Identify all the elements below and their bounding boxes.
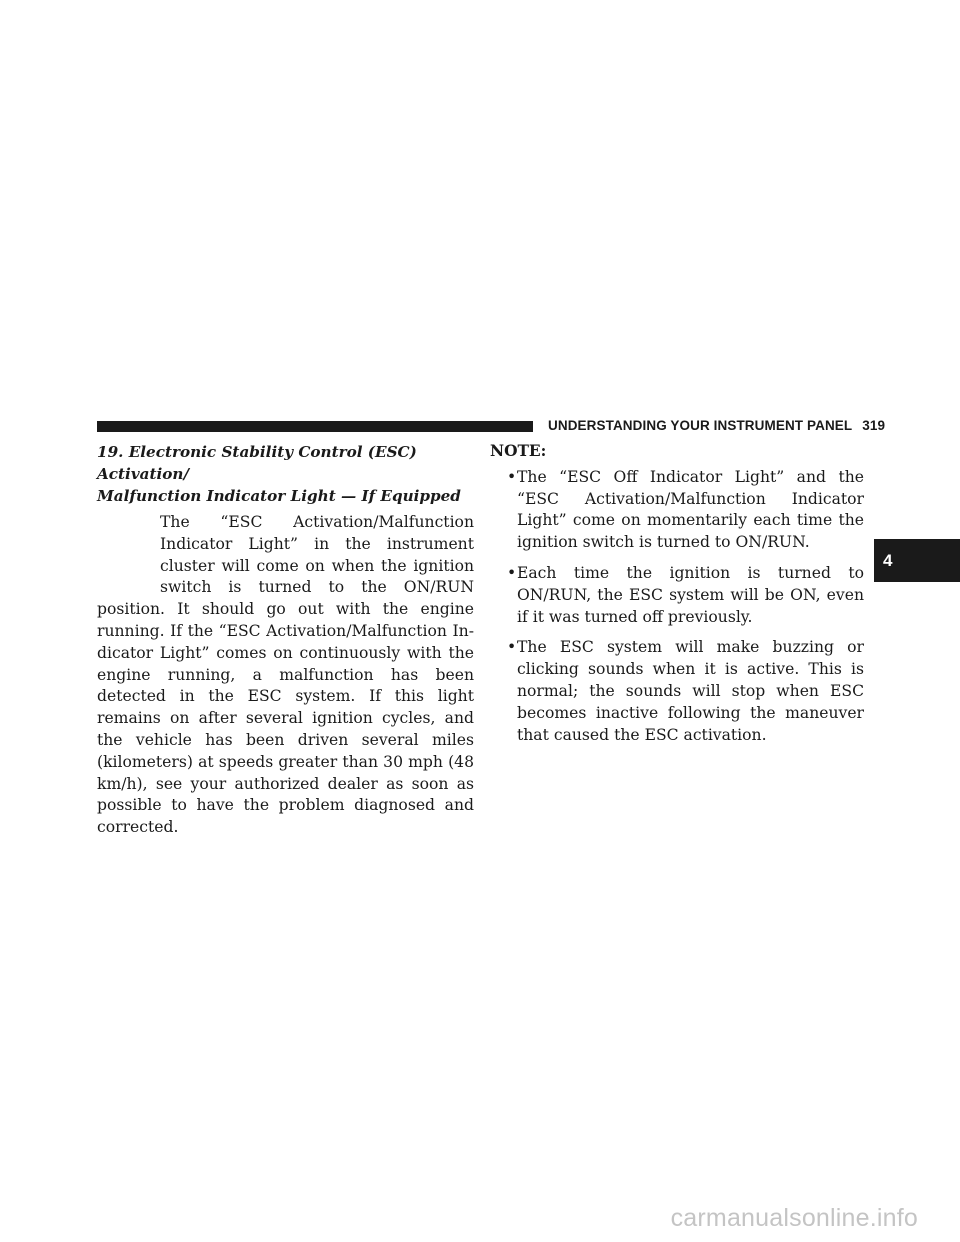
section-heading [97, 441, 474, 507]
esc-indicator-icon [97, 512, 160, 599]
list-item [490, 467, 864, 554]
section-left-column [97, 441, 474, 839]
note-column [490, 441, 864, 755]
note-item-text: The “ESC Off Indicator Light” and the “ESC Activation/Malfunction Indicator Light” come on momentarily each time the ignition switch is turned to ON/RUN. [517, 467, 864, 552]
list-item [490, 563, 864, 628]
bullet-icon: • [507, 563, 517, 582]
bullet-icon: • [507, 467, 517, 486]
bullet-icon: • [507, 638, 517, 657]
header-rule [97, 421, 533, 432]
watermark: carmanualsonline.info [670, 1204, 918, 1232]
page-number: 319 [862, 418, 886, 433]
header-title: UNDERSTANDING YOUR INSTRUMENT PANEL [548, 418, 853, 433]
section-heading-line2: Malfunction Indicator Light — If Equipped [97, 487, 461, 505]
chapter-tab: 4 [874, 539, 960, 582]
note-label: NOTE: [490, 442, 547, 460]
running-header [548, 418, 885, 433]
note-item-text: The ESC system will make buzzing or clicking sounds when it is active. This is normal; the sounds will stop when ESC becomes inactive following the maneuver that caused the ESC activation. [517, 638, 864, 744]
section-heading-line1: 19. Electronic Stability Control (ESC) Activation/ [97, 443, 417, 483]
list-item [490, 637, 864, 746]
note-list [490, 467, 864, 747]
note-item-text: Each time the ignition is turned to ON/RUN, the ESC system will be ON, even if it was turned off previously. [517, 563, 864, 626]
section-body: The “ESC Activation/Malfunction Indicator Light” in the instrument cluster will come on when the ignition switch is turned to the ON/RUN position. It should go out with the engine running. If the “ESC Activation/Malfunction In-dicator Light” comes on continuously with the engine running, a malfunction has been detected in the ESC system. If this light remains on after several ignition cycles, and the vehicle has been driven several miles (kilometers) at speeds greater than 30 mph (48 km/h), see your authorized dealer as soon as possible to have the problem diagnosed and corrected. [97, 513, 474, 837]
